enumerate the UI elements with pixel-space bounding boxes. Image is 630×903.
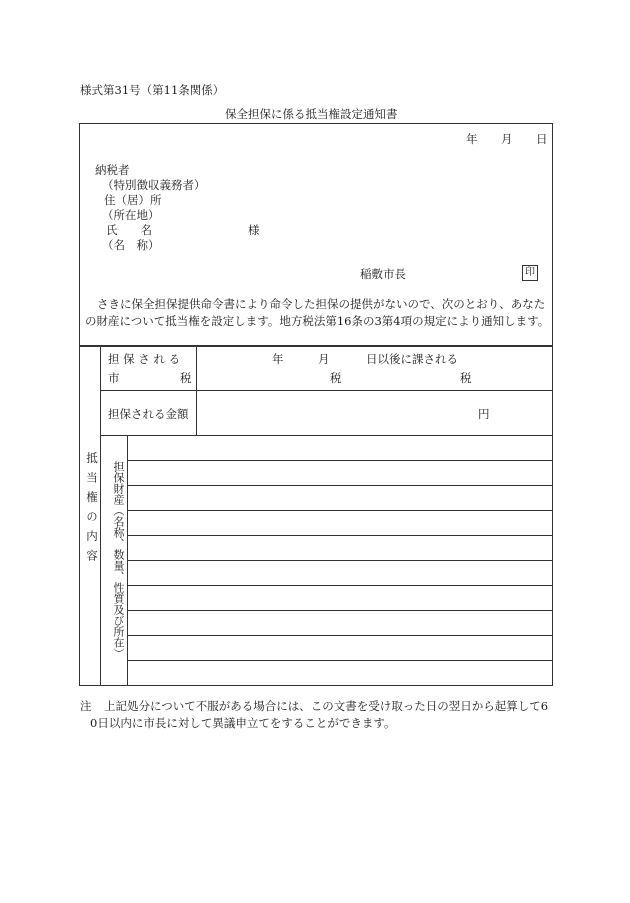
date-month: 月 (501, 132, 513, 146)
footnote-line1: 上記処分について不服がある場合には、この文書を受け取った日の翌日から起算して6 (104, 699, 549, 713)
notice-text-line1: さきに保全担保提供命令書により命令した担保の提供がないので、次のとおり、あなた (97, 297, 546, 311)
tax-year: 年 (272, 352, 284, 366)
form-number: 様式第31号（第11条関係） (80, 83, 225, 97)
honorific: 様 (248, 223, 260, 237)
mortgage-content-label: 抵当権の内容 (85, 452, 99, 569)
special-collector-label: （特別徴収義務者） (102, 178, 206, 192)
footnote-line2: 0日以内に市長に対して異議申立てをすることができます。 (90, 716, 396, 730)
property-row-line (127, 535, 553, 536)
tax-label: 税 (180, 371, 192, 385)
issuer-name: 稲敷市長 (360, 267, 406, 281)
location-label: （所在地） (102, 208, 160, 222)
name-label: 氏 名 (106, 223, 152, 237)
property-row-line (127, 610, 553, 611)
address-label: 住（居）所 (104, 193, 162, 207)
seal-mark: 印 (522, 265, 538, 281)
taxpayer-label: 納税者 (95, 163, 130, 177)
date-day: 日 (536, 132, 548, 146)
property-row-line (127, 585, 553, 586)
tax-month: 月 (318, 352, 330, 366)
secured-amount-label: 担保される金額 (108, 407, 189, 421)
property-row-line (127, 510, 553, 511)
tax-since: 日以後に課される (366, 352, 458, 366)
property-row-line (127, 635, 553, 636)
page-title: 保全担保に係る抵当権設定通知書 (225, 107, 398, 121)
secured-tax-label: 担 保 さ れ る (108, 352, 181, 366)
property-row-line (127, 485, 553, 486)
property-row-line (127, 560, 553, 561)
property-row-line (127, 660, 553, 661)
tax-kind-2: 税 (460, 371, 472, 385)
tax-kind-1: 税 (330, 371, 342, 385)
property-row-line (127, 460, 553, 461)
date-year: 年 (466, 132, 478, 146)
footnote-mark: 注 (80, 699, 92, 713)
secured-property-label: 担保財産（名称、数量、性質及び所在） (112, 461, 125, 659)
amount-unit: 円 (478, 407, 490, 421)
notice-text-line2: の財産について抵当権を設定します。地方税法第16条の3第4項の規定により通知します。 (85, 314, 550, 328)
entity-name-label: （名 称） (102, 238, 160, 252)
city-label: 市 (108, 371, 120, 385)
